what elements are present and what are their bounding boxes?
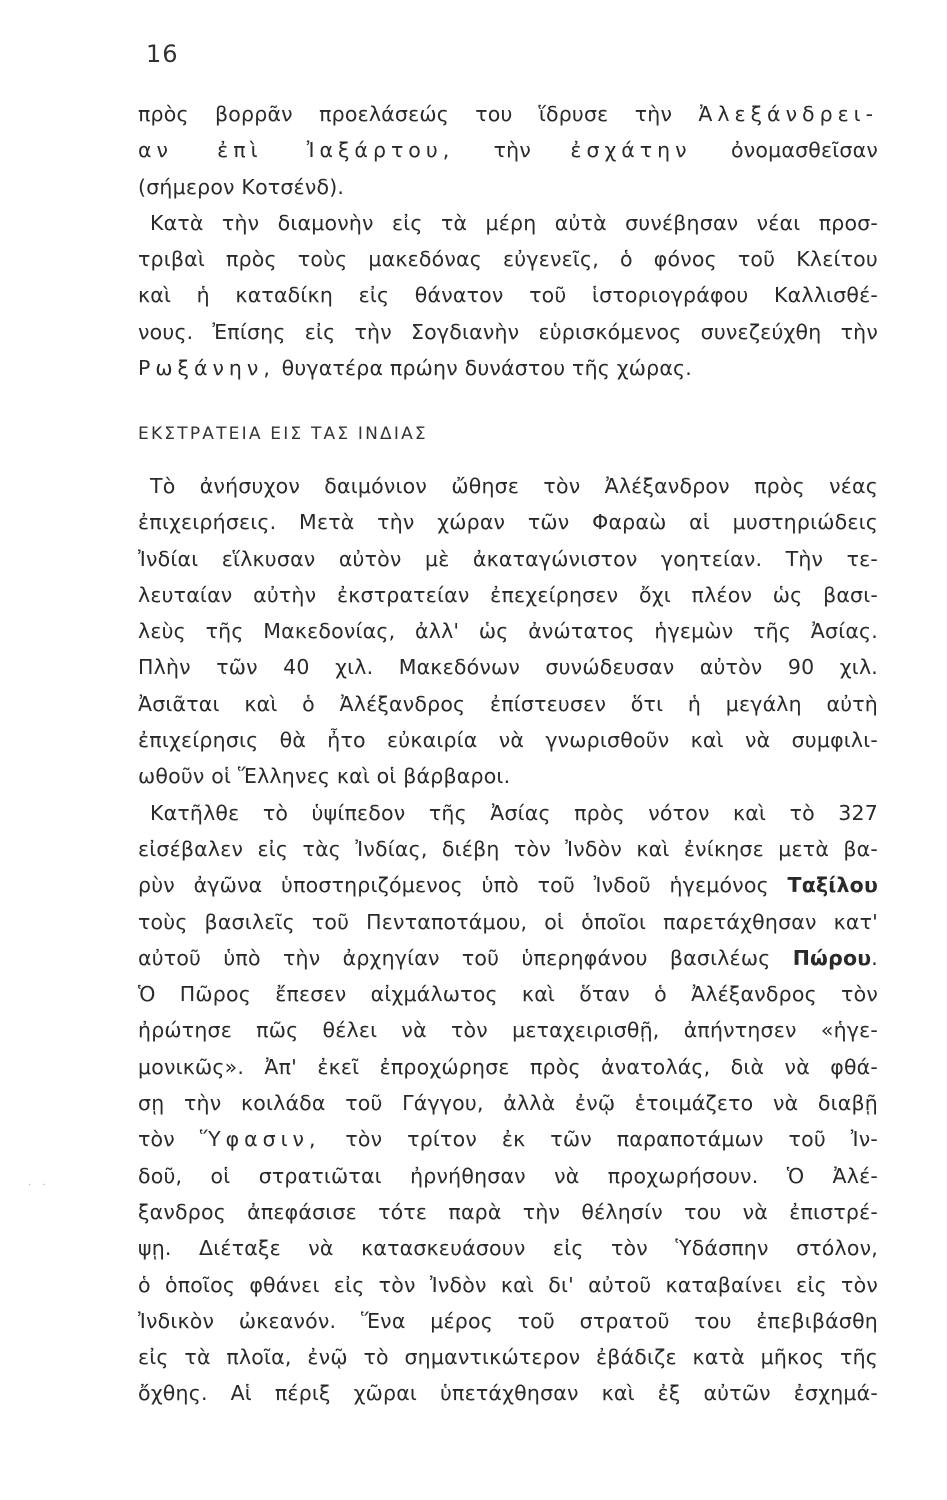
margin-smudge: · · <box>28 1180 50 1191</box>
text-line: εἰς τὰ πλοῖα, ἐνῷ τὸ σημαντικώτερον ἐβάδιζε κατὰ μῆκος τῆς <box>138 1345 878 1370</box>
section-heading: ΕΚΣΤΡΑΤΕΙΑ ΕΙΣ ΤΑΣ ΙΝΔΙΑΣ <box>138 424 428 444</box>
text-line: τὸν Ὕφασιν, τὸν τρίτον ἐκ τῶν παραποτάμων τοῦ Ἰν- <box>138 1127 879 1152</box>
bold-name-poros: Πώρου <box>792 945 872 970</box>
text-line: σῃ τὴν κοιλάδα τοῦ Γάγγου, ἀλλὰ ἐνῷ ἑτοιμάζετο νὰ διαβῇ <box>138 1091 878 1116</box>
paragraph-1 <box>138 96 878 386</box>
text-line: λευταίαν αὐτὴν ἐκστρατείαν ἐπεχείρησεν ὄχι πλέον ὡς βασι- <box>138 582 878 607</box>
text-line: Κατὰ τὴν διαμονὴν εἰς τὰ μέρη αὐτὰ συνέβησαν νέαι προσ- <box>150 210 878 235</box>
text-line: Ἰνδίαι εἵλκυσαν αὐτὸν μὲ ἀκαταγώνιστον γοητείαν. Τὴν τε- <box>138 546 878 571</box>
text-line: ἠρώτησε πῶς θέλει νὰ τὸν μεταχειρισθῇ, ἀπήντησεν «ἡγε- <box>138 1018 878 1043</box>
text-line: (σήμερον Κοτσένδ). <box>138 174 345 199</box>
spaced-name-hyphasis: Ὕφασιν, <box>199 1127 321 1152</box>
spaced-word-eschaten: ἐσχάτην <box>570 138 692 163</box>
text-line: ὄχθης. Αἱ πέριξ χῶραι ὑπετάχθησαν καὶ ἐξ αὐτῶν ἐσχημά- <box>138 1381 878 1406</box>
text-line: δοῦ, οἱ στρατιῶται ἠρνήθησαν νὰ προχωρήσουν. Ὁ Ἀλέ- <box>138 1163 878 1188</box>
text-line: Ἰνδικὸν ὠκεανόν. Ἕνα μέρος τοῦ στρατοῦ του ἐπεβιβάσθη <box>138 1308 878 1333</box>
bold-name-taxilos: Ταξίλου <box>787 873 878 898</box>
text-line: ὁ ὁποῖος φθάνει εἰς τὸν Ἰνδὸν καὶ δι' αὐτοῦ καταβαίνει εἰς τὸν <box>138 1272 878 1297</box>
text-line: Κατῆλθε τὸ ὑψίπεδον τῆς Ἀσίας πρὸς νότον καὶ τὸ 327 <box>150 800 878 825</box>
text-line: νους. Ἐπίσης εἰς τὴν Σογδιανὴν εὑρισκόμενος συνεζεύχθη τὴν <box>138 319 878 344</box>
text-line: τοὺς βασιλεῖς τοῦ Πενταποτάμου, οἱ ὁποῖοι παρετάχθησαν κατ' <box>138 909 878 934</box>
text-line: Ἀσιᾶται καὶ ὁ Ἀλέξανδρος ἐπίστευσεν ὅτι ἡ μεγάλη αὐτὴ <box>138 691 878 716</box>
text-line: Τὸ ἀνήσυχον δαιμόνιον ὤθησε τὸν Ἀλέξανδρον πρὸς νέας <box>150 474 878 498</box>
text-line: ἐπιχειρήσεις. Μετὰ τὴν χώραν τῶν Φαραὼ αἱ μυστηριώδεις <box>138 510 878 535</box>
text-line: μονικῶς». Ἀπ' ἐκεῖ ἐπροχώρησε πρὸς ἀνατολάς, διὰ νὰ φθά- <box>138 1054 878 1079</box>
text-line: εἰσέβαλεν εἰς τὰς Ἰνδίας, διέβη τὸν Ἰνδὸν καὶ ἐνίκησε μετὰ βα- <box>138 836 878 861</box>
text-line: αὐτοῦ ὑπὸ τὴν ἀρχηγίαν τοῦ ὑπερηφάνου βασιλέως Πώρου. <box>138 945 878 970</box>
text-line: Ρωξάνην, θυγατέρα πρώην δυνάστου τῆς χώρας. <box>138 356 692 381</box>
spaced-name-alexandreia: Ἀλεξάνδρει- <box>698 102 878 126</box>
text-line: πρὸς βορρᾶν προελάσεώς του ἵδρυσε τὴν Ἀλεξάνδρει- <box>138 102 878 126</box>
text-line: ωθοῦν οἱ Ἕλληνες καὶ οἱ βάρβαροι. <box>138 764 511 789</box>
page-number: 16 <box>146 40 179 68</box>
paragraph-2 <box>138 468 878 1412</box>
text-line: καὶ ἡ καταδίκη εἰς θάνατον τοῦ ἱστοριογράφου Καλλισθέ- <box>138 283 878 308</box>
text-line: λεὺς τῆς Μακεδονίας, ἀλλ' ὡς ἀνώτατος ἡγεμὼν τῆς Ἀσίας. <box>138 619 878 644</box>
text-line: ψῃ. Διέταξε νὰ κατασκευάσουν εἰς τὸν Ὑδάσπην στόλον, <box>138 1236 878 1261</box>
text-line: ἐπιχείρησις θὰ ἦτο εὐκαιρία νὰ γνωρισθοῦν καὶ νὰ συμφιλι- <box>138 728 878 753</box>
text-line: ρὺν ἀγῶνα ὑποστηριζόμενος ὑπὸ τοῦ Ἰνδοῦ ἡγεμόνος Ταξίλου <box>138 873 878 898</box>
text-line: τριβαὶ πρὸς τοὺς μακεδόνας εὐγενεῖς, ὁ φόνος τοῦ Κλείτου <box>138 247 878 272</box>
text-line: Πλὴν τῶν 40 χιλ. Μακεδόνων συνώδευσαν αὐτὸν 90 χιλ. <box>138 655 878 680</box>
spaced-name-roxane: Ρωξάνην, <box>138 356 275 381</box>
spaced-name-iaxartes: αν ἐπὶ Ἰαξάρτου, <box>138 138 455 163</box>
text-line: ξανδρος ἀπεφάσισε τότε παρὰ τὴν θέλησίν του νὰ ἐπιστρέ- <box>138 1199 878 1224</box>
text-line: Ὁ Πῶρος ἔπεσεν αἰχμάλωτος καὶ ὅταν ὁ Ἀλέξανδρος τὸν <box>138 982 878 1007</box>
text-line: αν ἐπὶ Ἰαξάρτου, τὴν ἐσχάτην ὀνομασθεῖσαν <box>138 138 878 163</box>
